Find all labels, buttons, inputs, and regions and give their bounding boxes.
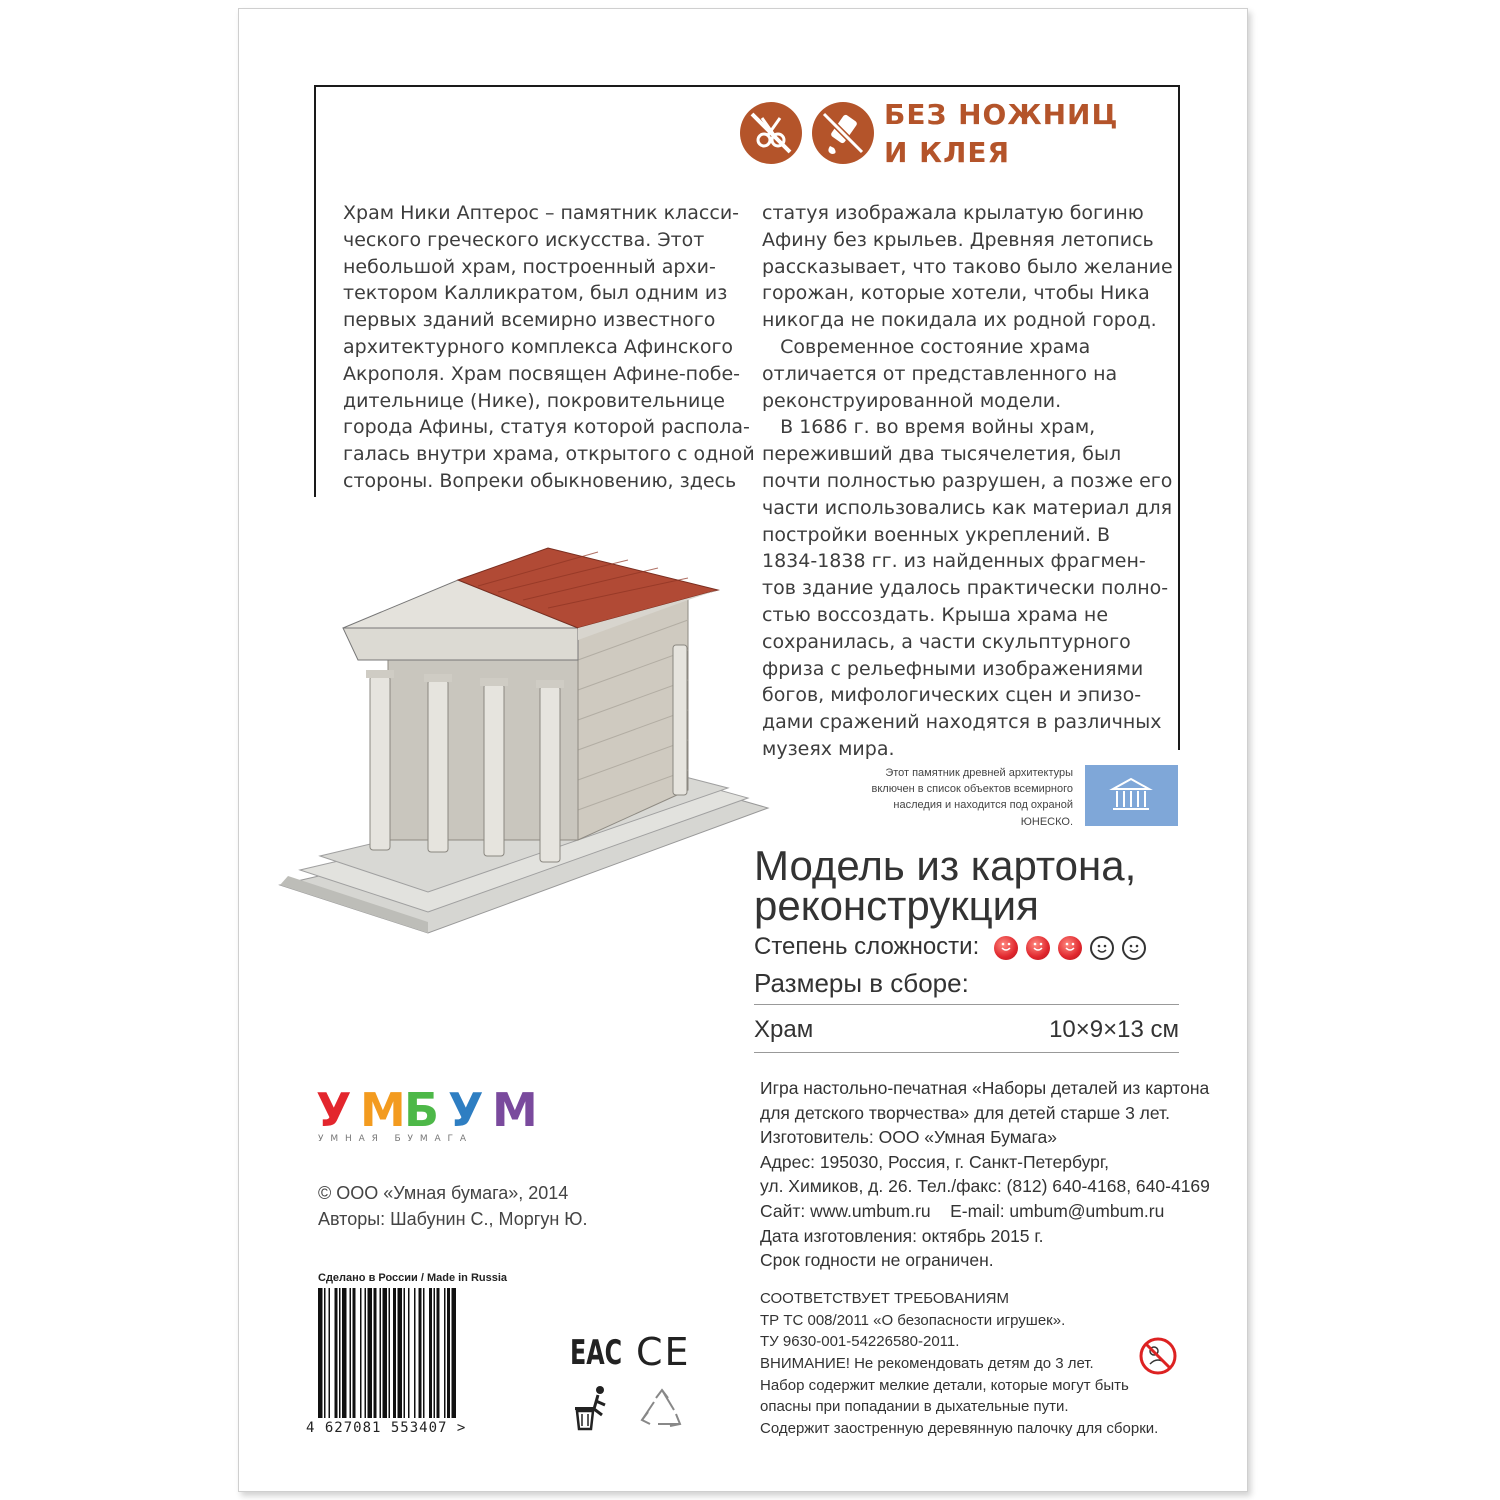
logo-letter: У	[448, 1083, 484, 1130]
ce-mark: CE	[636, 1330, 691, 1374]
description-line: тов здание удалось практически полно-	[762, 577, 1169, 600]
barcode-bar	[398, 1288, 403, 1418]
frame-right	[1178, 85, 1180, 750]
description-line: стороны. Вопреки обыкновению, здесь	[343, 469, 737, 492]
recycle-icon	[640, 1388, 684, 1432]
model-title	[754, 842, 1137, 929]
description-line: постройки военных укреплений. В	[762, 523, 1111, 546]
barcode-bar	[324, 1288, 326, 1418]
description-line: Храм Ники Аптерос – памятник класси-	[343, 202, 740, 224]
difficulty-smiley-filled-icon	[994, 936, 1018, 960]
info-line: Адрес: 195030, Россия, г. Санкт-Петербург,	[760, 1151, 1110, 1172]
description-line: почти полностью разрушен, а позже его	[762, 469, 1173, 492]
barcode-number: 4 627081 553407 >	[306, 1420, 467, 1436]
compliance-info	[760, 1288, 1158, 1440]
barcode-image	[316, 1288, 502, 1420]
barcode-bar	[380, 1288, 382, 1418]
logo-letter: Б	[404, 1083, 440, 1130]
info-line: Срок годности не ограничен.	[760, 1250, 994, 1271]
barcode-bar	[368, 1288, 373, 1418]
info-line: для детского творчества» для детей старше 3 лет.	[760, 1102, 1170, 1123]
logo-letter: М	[360, 1083, 406, 1130]
eac-mark: EAC	[570, 1333, 623, 1373]
description-line: музеях мира.	[762, 737, 895, 760]
description-line: 1834-1838 гг. из найденных фрагмен-	[762, 550, 1146, 573]
copyright	[318, 1180, 587, 1232]
barcode-bar	[335, 1288, 338, 1418]
description-line: стью воссоздать. Крыша храма не	[762, 603, 1109, 626]
model-title-line-2: реконструкция	[754, 882, 1039, 929]
difficulty-row	[754, 932, 1154, 962]
compliance-line: СООТВЕТСТВУЕТ ТРЕБОВАНИЯМ	[760, 1290, 1010, 1307]
description-line: дительнице (Нике), покровительнице	[343, 389, 725, 412]
barcode-bar	[414, 1288, 416, 1418]
barcode-bar	[389, 1288, 391, 1418]
unesco-note-line: наследия и находится под охраной	[893, 799, 1073, 812]
description-line: первых зданий всемирно известного	[343, 309, 716, 332]
barcode-bar	[350, 1288, 352, 1418]
barcode-bar	[383, 1288, 388, 1418]
description-line: сохранилась, а части скульптурного	[762, 630, 1131, 653]
description-line: архитектурного комплекса Афинского	[343, 335, 734, 358]
info-line: Сайт: www.umbum.ru E-mail: umbum@umbum.ru	[760, 1200, 1165, 1221]
barcode-bar	[374, 1288, 377, 1418]
badge-title	[884, 96, 1118, 172]
barcode-bar	[360, 1288, 362, 1418]
temple-model-image	[278, 540, 773, 940]
description-line: фриза с рельефными изображениями	[762, 657, 1144, 680]
badge-line-2: И КЛЕЯ	[884, 136, 1011, 169]
barcode-bar	[447, 1288, 450, 1418]
logo-tagline: У М Н А Я Б У М А Г А	[318, 1134, 468, 1144]
item-size: 10×9×13 см	[1049, 1016, 1179, 1043]
description-line: В 1686 г. во время войны храм,	[762, 416, 1096, 439]
description-line: Современное состояние храма	[762, 335, 1091, 358]
no-scissors-icon	[740, 102, 802, 164]
description-line: переживший два тысячелетия, был	[762, 443, 1122, 466]
no-glue-icon	[812, 102, 874, 164]
barcode-bar	[423, 1288, 425, 1418]
barcode-bar	[339, 1288, 341, 1418]
description-column-2	[762, 200, 1173, 763]
description-line: ческого греческого искусства. Этот	[343, 228, 705, 251]
info-line: Изготовитель: ООО «Умная Бумага»	[760, 1127, 1058, 1148]
badge-line-1: БЕЗ НОЖНИЦ	[884, 98, 1119, 131]
logo-letter: У	[316, 1083, 352, 1130]
made-in-label: Сделано в России / Made in Russia	[318, 1272, 508, 1284]
barcode-bar	[353, 1288, 356, 1418]
difficulty-smiley-filled-icon	[1026, 936, 1050, 960]
description-line: города Афины, статуя которой распола-	[343, 416, 750, 439]
info-line: Дата изготовления: октябрь 2015 г.	[760, 1225, 1044, 1246]
barcode-bar	[452, 1288, 457, 1418]
description-column-1	[343, 200, 755, 495]
barcode-bar	[444, 1288, 446, 1418]
size-divider-bottom	[754, 1052, 1179, 1053]
description-line: отличается от представленного на	[762, 362, 1118, 385]
barcode-bar	[429, 1288, 432, 1418]
info-line: Игра настольно-печатная «Наборы деталей из картона	[760, 1078, 1210, 1098]
difficulty-smiley-filled-icon	[1058, 936, 1082, 960]
size-label: Размеры в сборе:	[754, 968, 969, 998]
age-0-3-prohibited-icon	[1138, 1336, 1178, 1376]
unesco-logo	[1085, 765, 1178, 826]
description-line: статуя изображала крылатую богиню	[762, 202, 1144, 224]
description-line: части использовались как материал для	[762, 496, 1173, 519]
copyright-line-1: © ООО «Умная бумага», 2014	[318, 1183, 569, 1203]
description-line: Афину без крыльев. Древняя летопись	[762, 228, 1154, 251]
description-line: дами сражений находятся в различных	[762, 711, 1162, 734]
barcode-bar	[437, 1288, 440, 1418]
compliance-line: ВНИМАНИЕ! Не рекомендовать детям до 3 лет.	[760, 1355, 1094, 1373]
unesco-note-line: ЮНЕСКО.	[1020, 815, 1073, 828]
description-line: горожан, которые хотели, чтобы Ника	[762, 282, 1150, 305]
barcode-bar	[434, 1288, 436, 1418]
description-line: галась внутри храма, открытого с одной	[343, 443, 755, 466]
unesco-note-line: Этот памятник древней архитектуры	[885, 767, 1073, 779]
compliance-line: ТР ТС 008/2011 «О безопасности игрушек».	[760, 1311, 1066, 1329]
barcode-bar	[329, 1288, 331, 1418]
barcode-bar	[404, 1288, 406, 1418]
barcode-bar	[318, 1288, 323, 1418]
description-line: реконструированной модели.	[762, 389, 1062, 412]
barcode-bar	[393, 1288, 396, 1418]
unesco-note	[800, 765, 1073, 830]
frame-top	[314, 85, 1180, 87]
unesco-note-line: включен в список объектов всемирного	[871, 783, 1073, 796]
difficulty-smiley-empty-icon	[1090, 936, 1114, 960]
barcode-bar	[408, 1288, 410, 1418]
description-line: тектором Калликратом, был одним из	[343, 282, 728, 305]
compliance-line: Содержит заостренную деревянную палочку для сборки.	[760, 1420, 1159, 1438]
copyright-authors: Авторы: Шабунин С., Моргун Ю.	[318, 1209, 588, 1229]
size-divider-top	[754, 1004, 1179, 1005]
description-line: рассказывает, что таково было желание	[762, 255, 1173, 278]
description-line: Акрополя. Храм посвящен Афине-побе-	[343, 362, 740, 385]
difficulty-smiley-empty-icon	[1122, 936, 1146, 960]
umbum-logo	[312, 1074, 534, 1154]
trash-bin-icon	[572, 1385, 612, 1431]
model-title-line-1: Модель из картона,	[754, 842, 1137, 889]
barcode-bar	[419, 1288, 422, 1418]
compliance-line: Набор содержит мелкие детали, которые могут быть	[760, 1376, 1129, 1394]
barcode-bar	[342, 1288, 347, 1418]
info-line: ул. Химиков, д. 26. Тел./факс: (812) 640-4168, 640-4169	[760, 1176, 1210, 1197]
description-line: небольшой храм, построенный архи-	[343, 255, 716, 278]
manufacturer-info	[760, 1076, 1210, 1273]
logo-letter: М	[492, 1083, 534, 1130]
description-line: богов, мифологических сцен и эпизо-	[762, 684, 1142, 707]
frame-left	[314, 85, 316, 497]
compliance-line: ТУ 9630-001-54226580-2011.	[760, 1333, 960, 1351]
compliance-line: опасны при попадании в дыхательные пути.	[760, 1398, 1069, 1416]
item-name: Храм	[754, 1016, 814, 1043]
difficulty-rating	[994, 933, 1154, 960]
barcode-bar	[365, 1288, 367, 1418]
difficulty-label: Степень сложности:	[754, 933, 980, 960]
description-line: никогда не покидала их родной город.	[762, 309, 1157, 332]
